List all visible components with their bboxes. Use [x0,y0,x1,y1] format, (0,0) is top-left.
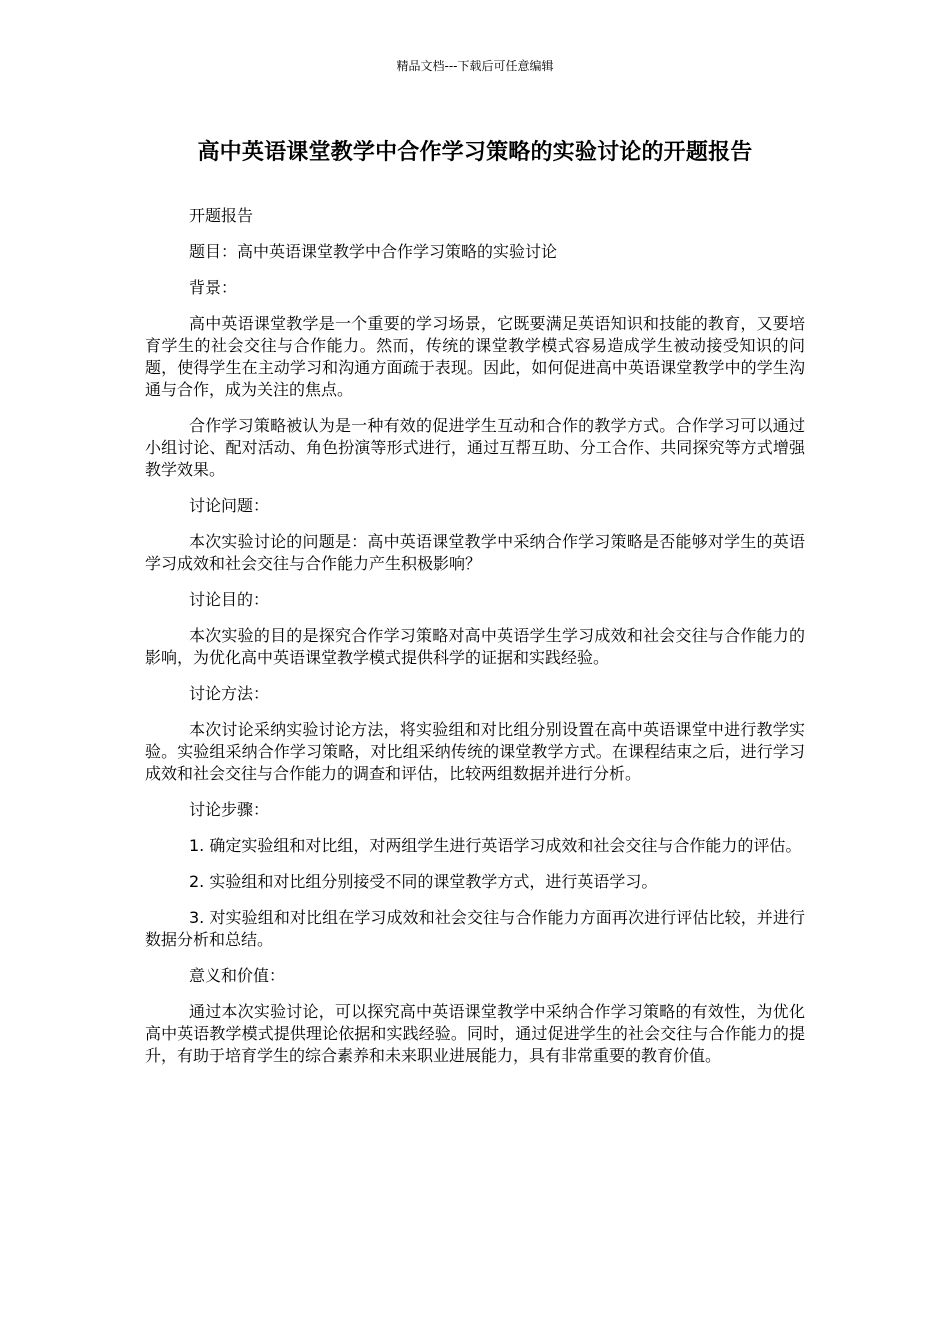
paragraph-step-1: 1. 确定实验组和对比组，对两组学生进行英语学习成效和社会交往与合作能力的评估。 [189,836,802,855]
section-heading-method: 讨论方法： [189,684,270,703]
paragraph-background-1: 高中英语课堂教学是一个重要的学习场景，它既要满足英语知识和技能的教育，又要培育学生的社会交往与合作能力。然而，传统的课堂教学模式容易造成学生被动接受知识的问题，使得学生在主动学习和沟通方面疏于表现。因此，如何促进高中英语课堂教学中的学生沟通与合作，成为关注的焦点。 [145,314,805,399]
paragraph-method: 本次讨论采纳实验讨论方法，将实验组和对比组分别设置在高中英语课堂中进行教学实验。实验组采纳合作学习策略，对比组采纳传统的课堂教学方式。在课程结束之后，进行学习成效和社会交往与合作能力的调查和评估，比较两组数据并进行分析。 [145,720,805,783]
document-title: 高中英语课堂教学中合作学习策略的实验讨论的开题报告 [197,140,753,165]
header-note: 精品文档---下载后可任意编辑 [396,59,554,73]
paragraph-step-2: 2. 实验组和对比组分别接受不同的课堂教学方式，进行英语学习。 [189,872,658,891]
section-heading-steps: 讨论步骤： [189,800,270,819]
paragraph-background-2: 合作学习策略被认为是一种有效的促进学生互动和合作的教学方式。合作学习可以通过小组讨论、配对活动、角色扮演等形式进行，通过互帮互助、分工合作、共同探究等方式增强教学效果。 [145,416,805,479]
section-heading-question: 讨论问题： [189,496,270,515]
document-body [145,205,805,1081]
section-heading-background: 背景： [189,278,238,297]
section-heading-significance: 意义和价值： [189,966,286,985]
paragraph-topic: 题目：高中英语课堂教学中合作学习策略的实验讨论 [189,242,558,261]
paragraph-report-label: 开题报告 [189,206,254,225]
paragraph-purpose: 本次实验的目的是探究合作学习策略对高中英语学生学习成效和社会交往与合作能力的影响，为优化高中英语课堂教学模式提供科学的证据和实践经验。 [145,626,805,667]
paragraph-step-3: 3. 对实验组和对比组在学习成效和社会交往与合作能力方面再次进行评估比较，并进行数据分析和总结。 [145,908,805,949]
section-heading-purpose: 讨论目的： [189,590,270,609]
paragraph-significance: 通过本次实验讨论，可以探究高中英语课堂教学中采纳合作学习策略的有效性，为优化高中英语教学模式提供理论依据和实践经验。同时，通过促进学生的社会交往与合作能力的提升，有助于培育学生的综合素养和未来职业进展能力，具有非常重要的教育价值。 [145,1002,805,1065]
paragraph-question: 本次实验讨论的问题是：高中英语课堂教学中采纳合作学习策略是否能够对学生的英语学习成效和社会交往与合作能力产生积极影响？ [145,532,805,573]
